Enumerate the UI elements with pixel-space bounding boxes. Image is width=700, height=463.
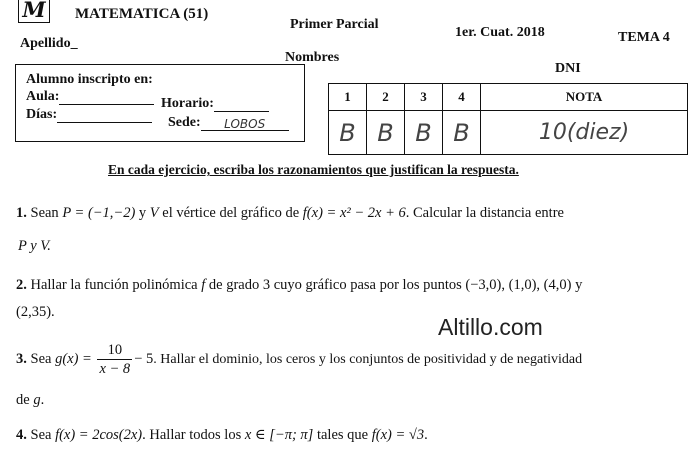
exercise-1-text: y xyxy=(138,205,147,221)
exercise-2-number: 2. xyxy=(16,277,27,293)
surname-label: Apellido_ xyxy=(20,36,78,51)
grades-value-row xyxy=(329,111,688,155)
exercise-2-text: y xyxy=(575,277,583,293)
enrollment-box xyxy=(15,64,305,142)
exercise-3-text: de xyxy=(16,392,30,408)
campus-value: LOBOS xyxy=(201,117,289,131)
exercise-3-text: Sea xyxy=(30,350,52,367)
grade-mark-4: B xyxy=(443,111,481,155)
fraction-denominator: x − 8 xyxy=(99,361,131,377)
exercise-1-vertex-v: V xyxy=(149,205,159,221)
grade-mark-2: B xyxy=(367,111,405,155)
campus-field xyxy=(168,115,289,131)
exercise-1-point-p: P = (−1,−2) xyxy=(62,205,136,221)
campus-label: Sede: xyxy=(168,115,201,130)
theme-label: TEMA 4 xyxy=(618,30,670,45)
exercise-3-continuation xyxy=(16,392,44,409)
exercise-4 xyxy=(16,427,428,444)
days-field xyxy=(26,107,152,123)
exercise-1-continuation: P y V. xyxy=(18,238,51,254)
grade-mark-1: B xyxy=(329,111,367,155)
exercise-2 xyxy=(16,277,582,294)
exercise-4-number: 4. xyxy=(16,427,27,443)
exercise-3-fraction xyxy=(97,341,132,378)
exercise-4-text: . Hallar todos los xyxy=(142,427,242,443)
exercise-2-function: f xyxy=(201,277,206,293)
exercise-2-text: de grado 3 cuyo gráfico pasa por los puntos xyxy=(208,277,462,293)
grade-col-4: 4 xyxy=(443,84,481,111)
exercise-4-interval: x ∈ [−π; π] xyxy=(244,427,314,443)
grade-col-1: 1 xyxy=(329,84,367,111)
exercise-4-text: . xyxy=(424,427,428,443)
subject-title: MATEMATICA (51) xyxy=(75,6,209,22)
exercise-3-text: . xyxy=(40,392,45,408)
exercise-3-function-name: g xyxy=(33,392,41,408)
exercise-1-text: el vértice del gráfico de xyxy=(162,205,300,221)
exercise-4-text: Sea xyxy=(30,427,52,443)
exercise-4-text: tales que xyxy=(316,427,369,443)
exercise-1-text: . Calcular la distancia entre xyxy=(405,205,564,221)
exercise-2-text: Hallar la función polinómica xyxy=(30,277,198,293)
classroom-blank xyxy=(59,91,154,105)
grade-col-2: 2 xyxy=(367,84,405,111)
exercise-2-continuation: (2,35). xyxy=(16,304,55,320)
grade-mark-3: B xyxy=(405,111,443,155)
exercise-1-text: Sean xyxy=(30,205,59,221)
exercise-3-text: . Hallar el dominio, los ceros y los conjuntos de positividad y de negatividad xyxy=(153,351,583,367)
id-label: DNI xyxy=(555,61,581,76)
fraction-numerator: 10 xyxy=(97,341,132,360)
grade-col-3: 3 xyxy=(405,84,443,111)
exercise-4-equation: f(x) = √3 xyxy=(371,427,425,443)
exercise-2-points: (−3,0), (1,0), (4,0) xyxy=(465,277,572,293)
exam-title: Primer Parcial xyxy=(290,17,379,32)
exercise-1-function: f(x) = x² − 2x + 6 xyxy=(302,205,406,221)
logo-letter: M xyxy=(18,0,50,23)
schedule-blank xyxy=(214,98,269,112)
days-label: Días: xyxy=(26,107,58,122)
classroom-field xyxy=(26,89,154,105)
exercise-1-number: 1. xyxy=(16,205,27,221)
enrollment-title: Alumno inscripto en: xyxy=(26,72,153,87)
grade-final: 10(diez) xyxy=(481,111,688,155)
exercise-1 xyxy=(16,205,564,222)
exercise-3-function: g(x) = xyxy=(55,350,92,367)
exercise-3 xyxy=(16,341,582,378)
watermark: Altillo.com xyxy=(438,314,543,340)
schedule-label: Horario: xyxy=(161,96,214,111)
days-blank xyxy=(57,109,152,123)
classroom-label: Aula: xyxy=(26,89,60,104)
grades-header-row xyxy=(329,84,688,111)
grades-table xyxy=(328,83,688,155)
instructions: En cada ejercicio, escriba los razonamientos que justifican la respuesta. xyxy=(108,162,519,177)
grade-col-final: NOTA xyxy=(481,84,688,111)
exercise-3-constant: − 5 xyxy=(134,350,154,367)
term-label: 1er. Cuat. 2018 xyxy=(455,25,545,40)
exercise-4-function: f(x) = 2cos(2x) xyxy=(55,427,143,443)
exercise-3-number: 3. xyxy=(16,350,27,367)
names-label: Nombres xyxy=(285,50,340,65)
schedule-field xyxy=(161,96,269,112)
